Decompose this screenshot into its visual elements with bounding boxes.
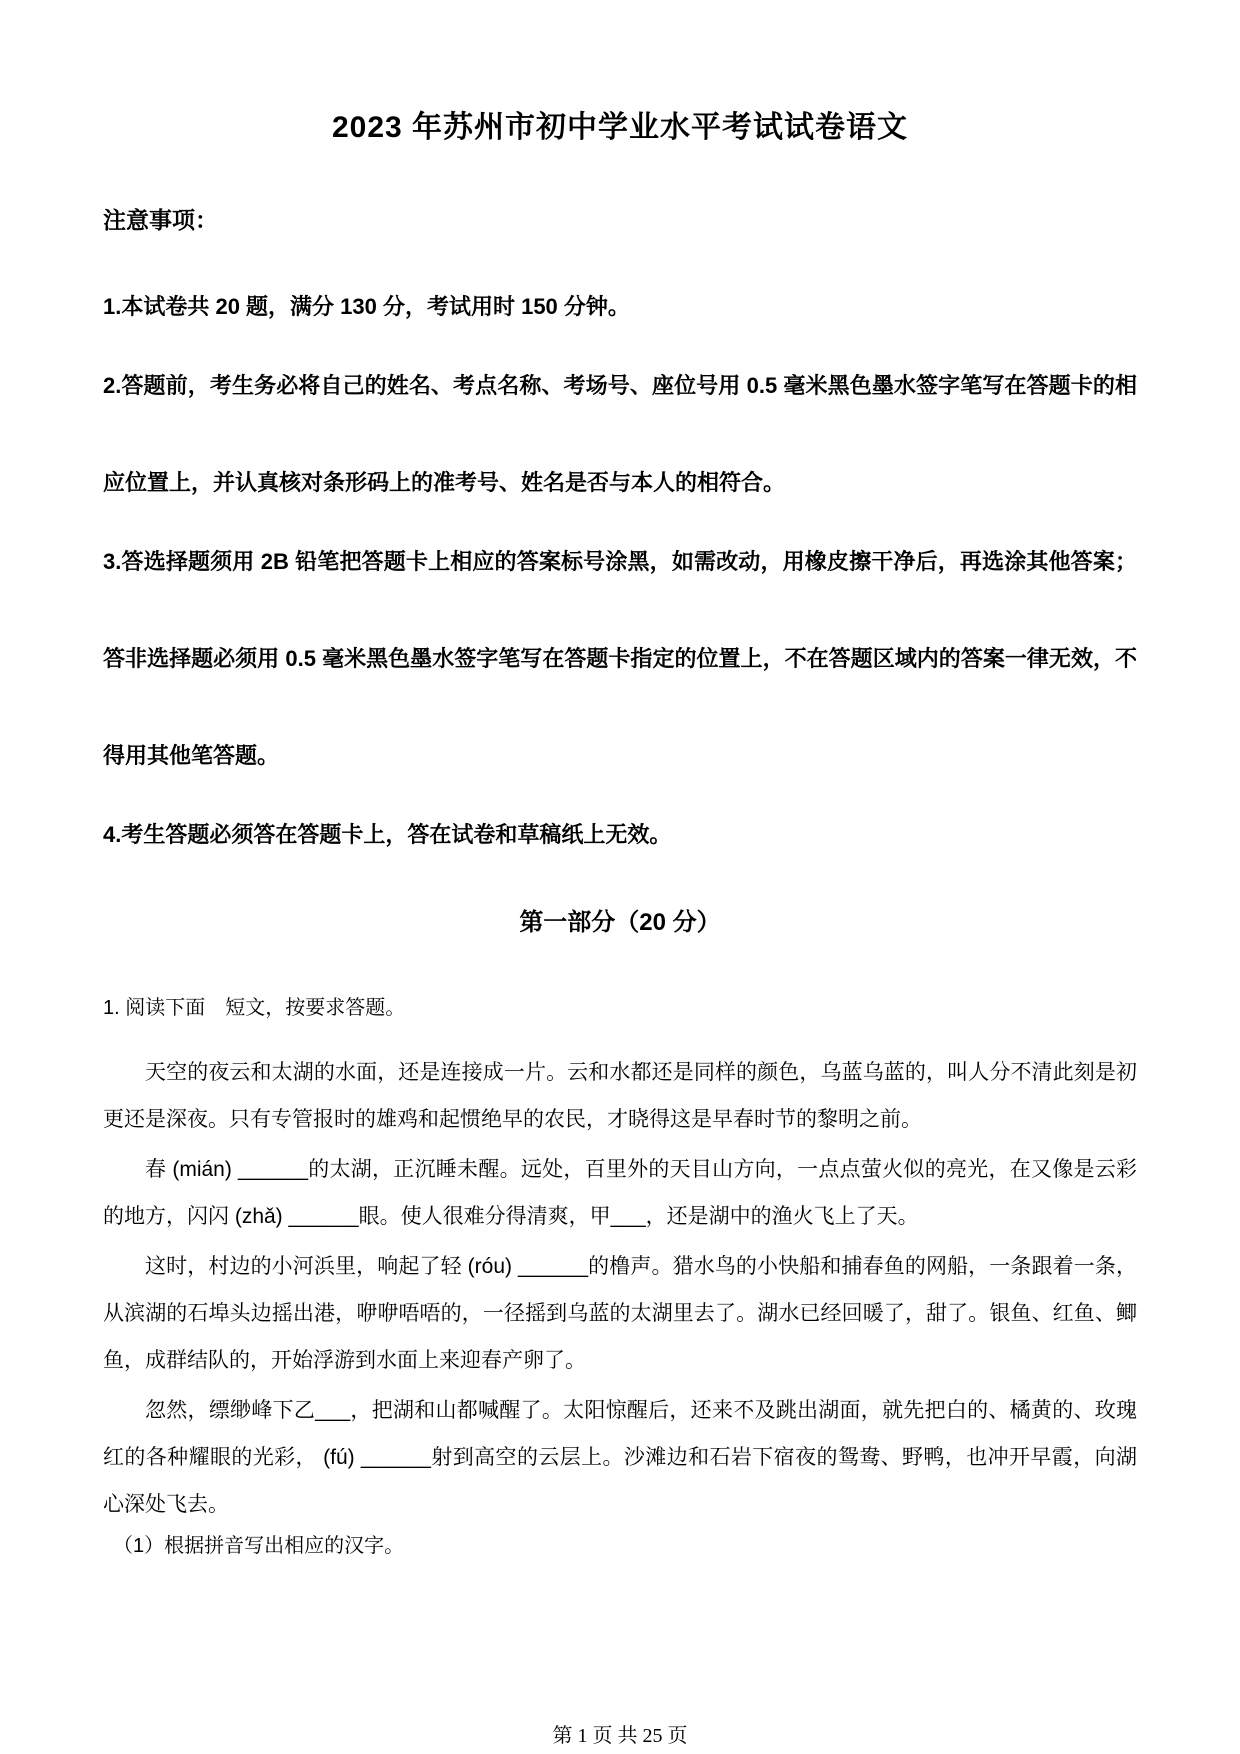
passage-paragraph-3: 这时，村边的小河浜里，响起了轻 (róu) ______的橹声。猎水鸟的小快船和捕春鱼的网船，一条跟着一条，从滨湖的石埠头边摇出港，咿咿唔唔的，一径摇到乌蓝的太湖里去了。湖水已经回暖了，甜了。银鱼、红鱼、鲫鱼，成群结队的，开始浮游到水面上来迎春产卵了。 <box>103 1255 1137 1372</box>
sub-question-1: （1）根据拼音写出相应的汉字。 <box>113 1535 405 1557</box>
passage-paragraph-4: 忽然，缥缈峰下乙___，把湖和山都喊醒了。太阳惊醒后，还来不及跳出湖面，就先把白的、橘黄的、玫瑰红的各种耀眼的光彩， (fú) ______射到高空的云层上。沙滩边和石岩下宿夜的鸳鸯、野鸭，也冲开早霞，向湖心深处飞去。 <box>103 1399 1137 1516</box>
page-footer: 第 1 页 共 25 页 <box>552 1725 688 1747</box>
notice-item-4: 4.考生答题必须答在答题卡上，答在试卷和草稿纸上无效。 <box>103 822 672 847</box>
notice-heading: 注意事项： <box>103 207 218 233</box>
page-title: 2023 年苏州市初中学业水平考试试卷语文 <box>331 111 909 144</box>
reading-passage <box>103 1049 1137 1528</box>
section-heading: 第一部分（20 分） <box>519 909 721 936</box>
passage-paragraph-1: 天空的夜云和太湖的水面，还是连接成一片。云和水都还是同样的颜色，乌蓝乌蓝的，叫人分不清此刻是初更还是深夜。只有专管报时的雄鸡和起惯绝早的农民，才晓得这是早春时节的黎明之前。 <box>103 1061 1137 1131</box>
question-1-stem: 1. 阅读下面 短文，按要求答题。 <box>103 997 406 1019</box>
notice-item-3: 3.答选择题须用 2B 铅笔把答题卡上相应的答案标号涂黑，如需改动，用橡皮擦干净后，再选涂其他答案；答非选择题必须用 0.5 毫米黑色墨水签字笔写在答题卡指定的位置上，不在答题区域内的答案一律无效，不得用其他笔答题。 <box>103 549 1137 768</box>
notice-section <box>103 258 1137 883</box>
passage-paragraph-2: 春 (mián) ______的太湖，正沉睡未醒。远处，百里外的天目山方向，一点点萤火似的亮光，在又像是云彩的地方，闪闪 (zhǎ) ______眼。使人很难分得清爽，甲___，还是湖中的渔火飞上了天。 <box>103 1158 1137 1228</box>
notice-item-1: 1.本试卷共 20 题，满分 130 分，考试用时 150 分钟。 <box>103 294 630 319</box>
notice-item-2: 2.答题前，考生务必将自己的姓名、考点名称、考场号、座位号用 0.5 毫米黑色墨水签字笔写在答题卡的相应位置上，并认真核对条形码上的准考号、姓名是否与本人的相符合。 <box>103 373 1137 495</box>
